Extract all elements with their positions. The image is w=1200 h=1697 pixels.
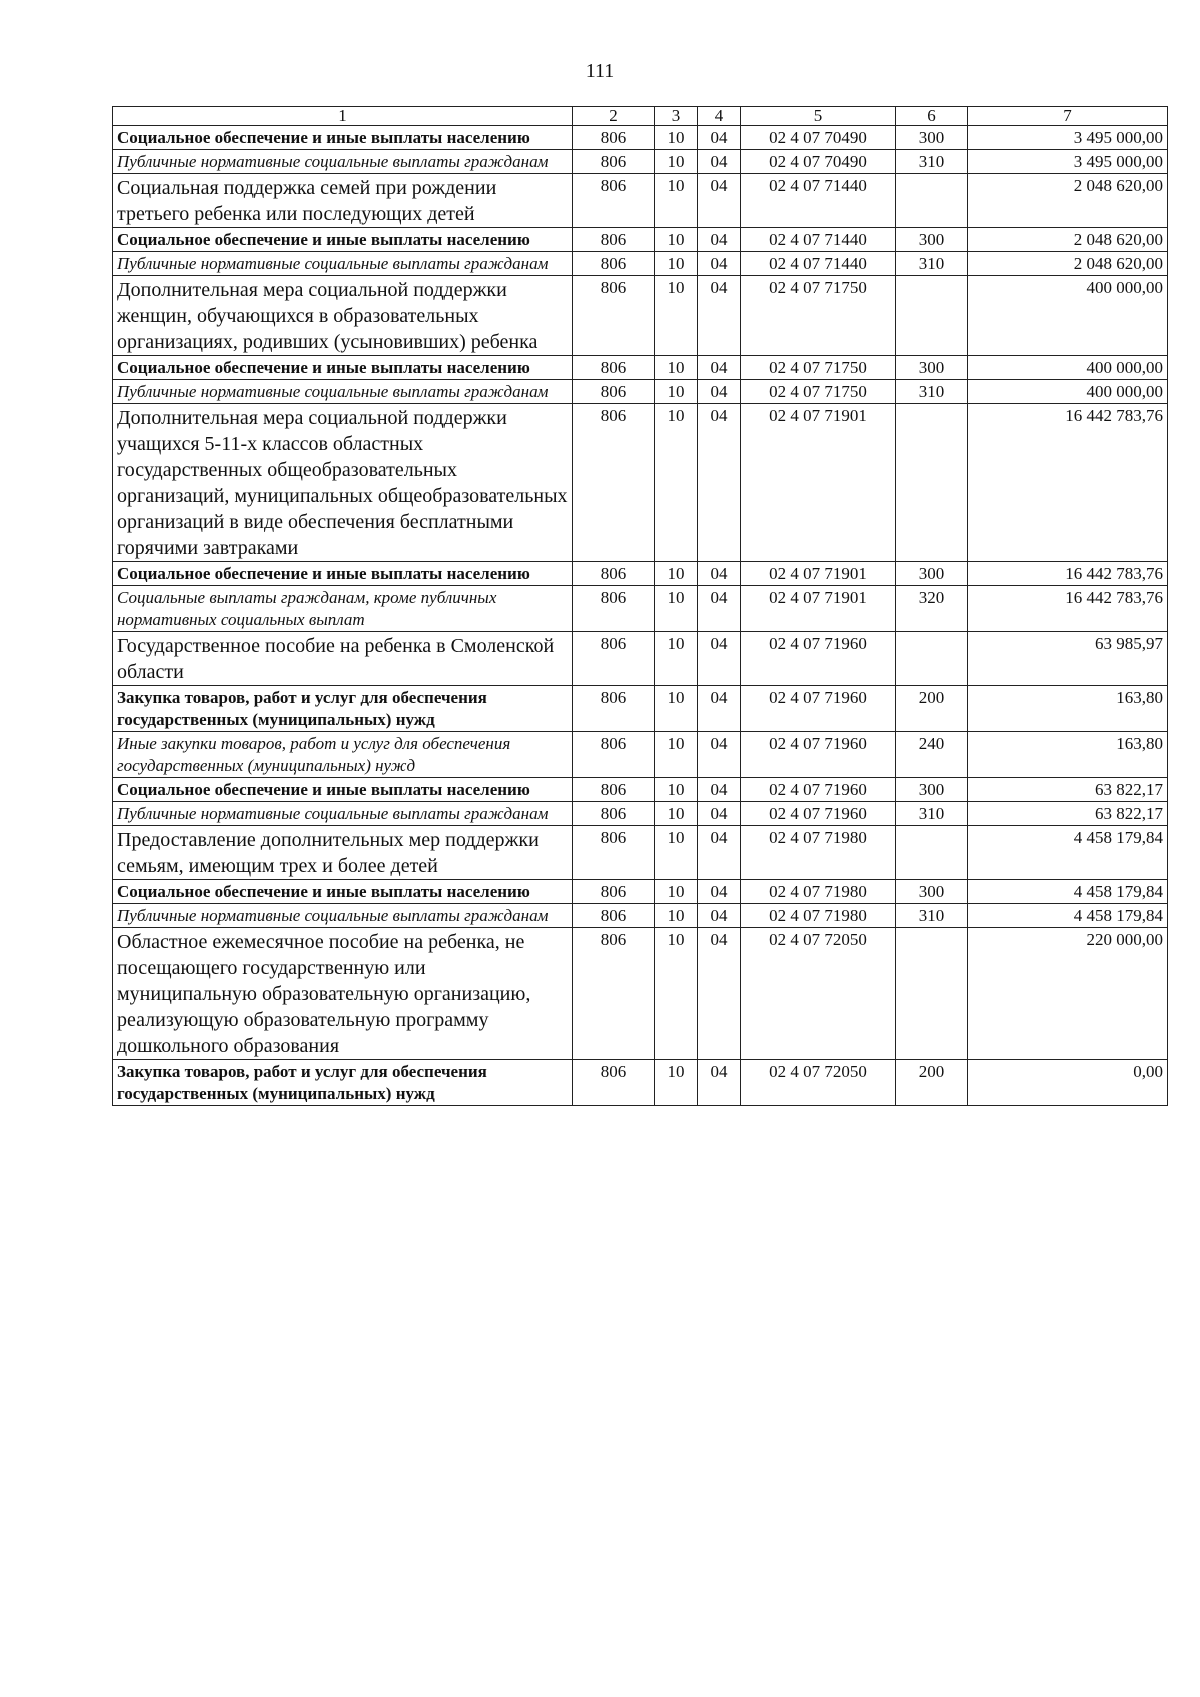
row-target-article-cell: 02 4 07 71901 [741, 404, 896, 562]
row-amount-cell: 4 458 179,84 [968, 826, 1168, 880]
table-row [113, 404, 1168, 562]
row-code-cell: 806 [573, 778, 655, 802]
row-target-article-cell: 02 4 07 72050 [741, 1060, 896, 1106]
row-target-article-cell: 02 4 07 71440 [741, 252, 896, 276]
row-code-cell: 806 [573, 928, 655, 1060]
table-row [113, 126, 1168, 150]
row-amount-cell: 4 458 179,84 [968, 904, 1168, 928]
row-amount-cell: 163,80 [968, 732, 1168, 778]
row-name-cell: Публичные нормативные социальные выплаты гражданам [113, 150, 573, 174]
row-target-article-cell: 02 4 07 71440 [741, 228, 896, 252]
row-amount-cell: 0,00 [968, 1060, 1168, 1106]
row-section-cell: 10 [655, 1060, 698, 1106]
column-header-5: 5 [741, 107, 896, 126]
row-subsection-cell: 04 [698, 586, 741, 632]
row-amount-cell: 400 000,00 [968, 276, 1168, 356]
table-row [113, 1060, 1168, 1106]
row-code-cell: 806 [573, 228, 655, 252]
row-code-cell: 806 [573, 880, 655, 904]
row-target-article-cell: 02 4 07 71960 [741, 632, 896, 686]
row-name-cell: Социальное обеспечение и иные выплаты населению [113, 562, 573, 586]
row-section-cell: 10 [655, 778, 698, 802]
row-code-cell: 806 [573, 174, 655, 228]
row-code-cell: 806 [573, 586, 655, 632]
row-amount-cell: 400 000,00 [968, 380, 1168, 404]
table-row [113, 826, 1168, 880]
row-expense-type-cell: 300 [896, 562, 968, 586]
row-subsection-cell: 04 [698, 732, 741, 778]
row-section-cell: 10 [655, 356, 698, 380]
table-row [113, 778, 1168, 802]
row-subsection-cell: 04 [698, 826, 741, 880]
row-amount-cell: 2 048 620,00 [968, 252, 1168, 276]
row-expense-type-cell [896, 632, 968, 686]
row-name-cell: Публичные нормативные социальные выплаты гражданам [113, 380, 573, 404]
row-code-cell: 806 [573, 356, 655, 380]
row-target-article-cell: 02 4 07 71750 [741, 380, 896, 404]
row-section-cell: 10 [655, 126, 698, 150]
row-name-cell: Социальные выплаты гражданам, кроме публичных нормативных социальных выплат [113, 586, 573, 632]
table-row [113, 562, 1168, 586]
row-section-cell: 10 [655, 380, 698, 404]
row-subsection-cell: 04 [698, 802, 741, 826]
row-code-cell: 806 [573, 126, 655, 150]
row-subsection-cell: 04 [698, 632, 741, 686]
row-target-article-cell: 02 4 07 72050 [741, 928, 896, 1060]
row-target-article-cell: 02 4 07 71440 [741, 174, 896, 228]
row-name-cell: Областное ежемесячное пособие на ребенка, не посещающего государственную или муниципальную образовательную организацию, реализующую образовательную программу дошкольного образования [113, 928, 573, 1060]
row-expense-type-cell: 300 [896, 778, 968, 802]
row-name-cell: Закупка товаров, работ и услуг для обеспечения государственных (муниципальных) нужд [113, 1060, 573, 1106]
row-subsection-cell: 04 [698, 380, 741, 404]
table-row [113, 228, 1168, 252]
table-row [113, 904, 1168, 928]
column-header-1: 1 [113, 107, 573, 126]
row-amount-cell: 3 495 000,00 [968, 150, 1168, 174]
row-subsection-cell: 04 [698, 904, 741, 928]
row-section-cell: 10 [655, 880, 698, 904]
row-name-cell: Социальное обеспечение и иные выплаты населению [113, 228, 573, 252]
table-row [113, 686, 1168, 732]
row-amount-cell: 2 048 620,00 [968, 174, 1168, 228]
table-header-row [113, 107, 1168, 126]
column-header-4: 4 [698, 107, 741, 126]
row-subsection-cell: 04 [698, 150, 741, 174]
row-expense-type-cell: 320 [896, 586, 968, 632]
row-name-cell: Закупка товаров, работ и услуг для обеспечения государственных (муниципальных) нужд [113, 686, 573, 732]
row-section-cell: 10 [655, 276, 698, 356]
column-header-3: 3 [655, 107, 698, 126]
row-expense-type-cell: 200 [896, 686, 968, 732]
row-name-cell: Социальное обеспечение и иные выплаты населению [113, 778, 573, 802]
row-subsection-cell: 04 [698, 928, 741, 1060]
row-expense-type-cell: 300 [896, 356, 968, 380]
table-row [113, 880, 1168, 904]
row-subsection-cell: 04 [698, 778, 741, 802]
page-number: 111 [585, 60, 615, 82]
row-expense-type-cell [896, 276, 968, 356]
row-amount-cell: 2 048 620,00 [968, 228, 1168, 252]
table-row [113, 380, 1168, 404]
table-row [113, 802, 1168, 826]
row-section-cell: 10 [655, 686, 698, 732]
row-amount-cell: 63 822,17 [968, 778, 1168, 802]
row-name-cell: Дополнительная мера социальной поддержки женщин, обучающихся в образовательных организациях, родивших (усыновивших) ребенка [113, 276, 573, 356]
row-name-cell: Публичные нормативные социальные выплаты гражданам [113, 802, 573, 826]
table-row [113, 632, 1168, 686]
row-section-cell: 10 [655, 252, 698, 276]
table-row [113, 276, 1168, 356]
row-target-article-cell: 02 4 07 71960 [741, 802, 896, 826]
row-expense-type-cell [896, 404, 968, 562]
row-code-cell: 806 [573, 380, 655, 404]
row-name-cell: Публичные нормативные социальные выплаты гражданам [113, 252, 573, 276]
table-row [113, 356, 1168, 380]
row-expense-type-cell: 300 [896, 228, 968, 252]
row-name-cell: Государственное пособие на ребенка в Смоленской области [113, 632, 573, 686]
row-amount-cell: 63 822,17 [968, 802, 1168, 826]
row-section-cell: 10 [655, 562, 698, 586]
row-amount-cell: 163,80 [968, 686, 1168, 732]
row-expense-type-cell: 200 [896, 1060, 968, 1106]
row-amount-cell: 16 442 783,76 [968, 404, 1168, 562]
table-row [113, 252, 1168, 276]
row-code-cell: 806 [573, 1060, 655, 1106]
row-target-article-cell: 02 4 07 71901 [741, 586, 896, 632]
row-section-cell: 10 [655, 586, 698, 632]
row-section-cell: 10 [655, 404, 698, 562]
row-subsection-cell: 04 [698, 404, 741, 562]
row-section-cell: 10 [655, 904, 698, 928]
row-expense-type-cell [896, 826, 968, 880]
row-subsection-cell: 04 [698, 356, 741, 380]
row-code-cell: 806 [573, 252, 655, 276]
row-subsection-cell: 04 [698, 126, 741, 150]
row-target-article-cell: 02 4 07 71750 [741, 276, 896, 356]
row-name-cell: Социальное обеспечение и иные выплаты населению [113, 126, 573, 150]
row-subsection-cell: 04 [698, 174, 741, 228]
table-row [113, 928, 1168, 1060]
row-subsection-cell: 04 [698, 252, 741, 276]
row-code-cell: 806 [573, 276, 655, 356]
column-header-2: 2 [573, 107, 655, 126]
row-name-cell: Дополнительная мера социальной поддержки учащихся 5-11-х классов областных государственных общеобразовательных организаций, муниципальных общеобразовательных организаций в виде обеспечения бесплатными горячими завтраками [113, 404, 573, 562]
table-row [113, 150, 1168, 174]
row-section-cell: 10 [655, 928, 698, 1060]
row-code-cell: 806 [573, 686, 655, 732]
row-section-cell: 10 [655, 732, 698, 778]
table-row [113, 732, 1168, 778]
row-code-cell: 806 [573, 732, 655, 778]
budget-table [112, 106, 1168, 1106]
row-amount-cell: 16 442 783,76 [968, 586, 1168, 632]
row-section-cell: 10 [655, 632, 698, 686]
row-name-cell: Предоставление дополнительных мер поддержки семьям, имеющим трех и более детей [113, 826, 573, 880]
row-expense-type-cell: 310 [896, 904, 968, 928]
row-subsection-cell: 04 [698, 880, 741, 904]
row-subsection-cell: 04 [698, 276, 741, 356]
row-target-article-cell: 02 4 07 71960 [741, 686, 896, 732]
row-expense-type-cell: 310 [896, 380, 968, 404]
row-target-article-cell: 02 4 07 71960 [741, 778, 896, 802]
row-target-article-cell: 02 4 07 70490 [741, 150, 896, 174]
row-expense-type-cell: 300 [896, 880, 968, 904]
row-target-article-cell: 02 4 07 71980 [741, 904, 896, 928]
column-header-6: 6 [896, 107, 968, 126]
row-subsection-cell: 04 [698, 1060, 741, 1106]
row-target-article-cell: 02 4 07 71750 [741, 356, 896, 380]
row-expense-type-cell [896, 928, 968, 1060]
row-section-cell: 10 [655, 802, 698, 826]
row-amount-cell: 16 442 783,76 [968, 562, 1168, 586]
row-code-cell: 806 [573, 150, 655, 174]
row-amount-cell: 220 000,00 [968, 928, 1168, 1060]
table-body [113, 126, 1168, 1106]
row-expense-type-cell: 310 [896, 252, 968, 276]
row-subsection-cell: 04 [698, 562, 741, 586]
row-expense-type-cell: 310 [896, 150, 968, 174]
row-name-cell: Социальная поддержка семей при рождении третьего ребенка или последующих детей [113, 174, 573, 228]
row-code-cell: 806 [573, 904, 655, 928]
table-row [113, 586, 1168, 632]
column-header-7: 7 [968, 107, 1168, 126]
row-code-cell: 806 [573, 802, 655, 826]
row-amount-cell: 400 000,00 [968, 356, 1168, 380]
row-section-cell: 10 [655, 228, 698, 252]
row-name-cell: Социальное обеспечение и иные выплаты населению [113, 880, 573, 904]
row-target-article-cell: 02 4 07 71980 [741, 826, 896, 880]
row-expense-type-cell: 240 [896, 732, 968, 778]
row-subsection-cell: 04 [698, 228, 741, 252]
row-target-article-cell: 02 4 07 71901 [741, 562, 896, 586]
row-amount-cell: 3 495 000,00 [968, 126, 1168, 150]
row-name-cell: Социальное обеспечение и иные выплаты населению [113, 356, 573, 380]
row-name-cell: Публичные нормативные социальные выплаты гражданам [113, 904, 573, 928]
table-row [113, 174, 1168, 228]
row-target-article-cell: 02 4 07 71960 [741, 732, 896, 778]
row-amount-cell: 63 985,97 [968, 632, 1168, 686]
row-amount-cell: 4 458 179,84 [968, 880, 1168, 904]
row-code-cell: 806 [573, 404, 655, 562]
row-section-cell: 10 [655, 826, 698, 880]
row-expense-type-cell: 300 [896, 126, 968, 150]
row-expense-type-cell: 310 [896, 802, 968, 826]
row-target-article-cell: 02 4 07 70490 [741, 126, 896, 150]
row-section-cell: 10 [655, 150, 698, 174]
row-name-cell: Иные закупки товаров, работ и услуг для обеспечения государственных (муниципальных) нужд [113, 732, 573, 778]
row-code-cell: 806 [573, 562, 655, 586]
row-code-cell: 806 [573, 826, 655, 880]
row-section-cell: 10 [655, 174, 698, 228]
row-target-article-cell: 02 4 07 71980 [741, 880, 896, 904]
row-code-cell: 806 [573, 632, 655, 686]
row-expense-type-cell [896, 174, 968, 228]
row-subsection-cell: 04 [698, 686, 741, 732]
